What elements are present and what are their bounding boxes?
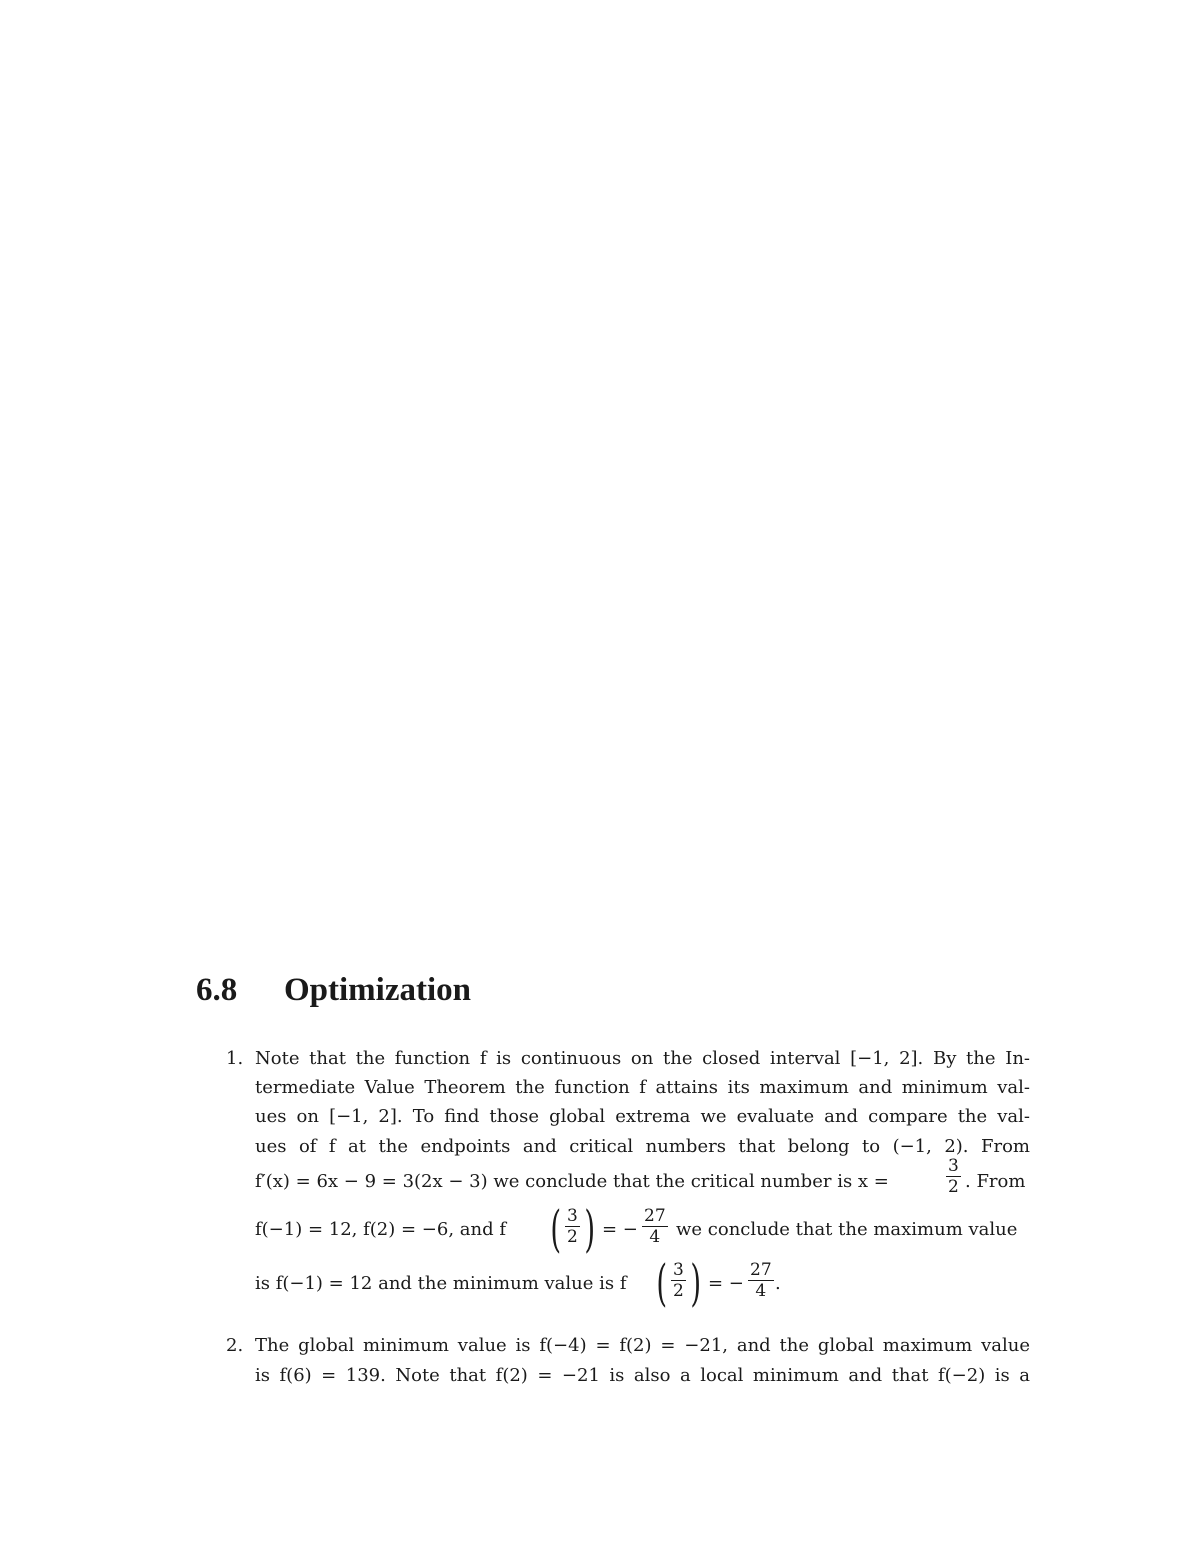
item-2-line-2: is f(6) = 139. Note that f(2) = −21 is also a local minimum and that f(−2) is a [255,1365,1030,1386]
section-title: Optimization [284,972,471,1008]
fraction-critical-number [946,1157,961,1196]
item-1-line-2: termediate Value Theorem the function f attains its maximum and minimum val- [255,1077,1030,1098]
item-1-line-5-tail: . From [965,1171,1026,1192]
item-1-line-5-text: f′(x) = 6x − 9 = 3(2x − 3) we conclude that the critical number is x = [255,1171,889,1192]
fraction-min-value [748,1261,774,1300]
fraction-inner [671,1261,686,1300]
fraction-denominator: 4 [755,1281,767,1301]
section-number: 6.8 [196,972,238,1008]
section-heading [196,968,471,1012]
item-1-line-6-pre: f(−1) = 12, f(2) = −6, and f [255,1219,507,1240]
item-number: 2. [226,1335,244,1356]
item-1-line-3: ues on [−1, 2]. To find those global extrema we evaluate and compare the val- [255,1106,1030,1127]
fraction-inner [565,1207,580,1246]
fraction-min-value [642,1207,668,1246]
item-1-line-7-pre: is f(−1) = 12 and the minimum value is f [255,1273,627,1294]
fraction-numerator: 3 [948,1156,959,1176]
right-paren: ) [690,1254,702,1312]
fraction-numerator: 3 [567,1206,578,1226]
item-1-line-7-eq: = − [708,1273,744,1294]
left-paren: ( [550,1200,562,1258]
item-1-line-6-eq: = − [602,1219,638,1240]
fraction-numerator: 27 [750,1260,772,1280]
item-1-line-7-post: . [775,1273,781,1294]
fraction-numerator: 3 [673,1260,684,1280]
item-1-line-1: Note that the function f is continuous on the closed interval [−1, 2]. By the In- [255,1048,1030,1069]
fraction-denominator: 2 [948,1177,959,1197]
fraction-denominator: 4 [649,1227,661,1247]
item-1-line-4: ues of f at the endpoints and critical numbers that belong to (−1, 2). From [255,1136,1030,1157]
fraction-numerator: 27 [644,1206,666,1226]
item-number: 1. [226,1048,244,1069]
item-2-line-1: The global minimum value is f(−4) = f(2) = −21, and the global maximum value [255,1335,1030,1356]
fraction-denominator: 2 [567,1227,578,1247]
fraction-denominator: 2 [673,1281,684,1301]
right-paren: ) [584,1200,596,1258]
item-1-line-6-post: we conclude that the maximum value [676,1219,1018,1240]
left-paren: ( [656,1254,668,1312]
